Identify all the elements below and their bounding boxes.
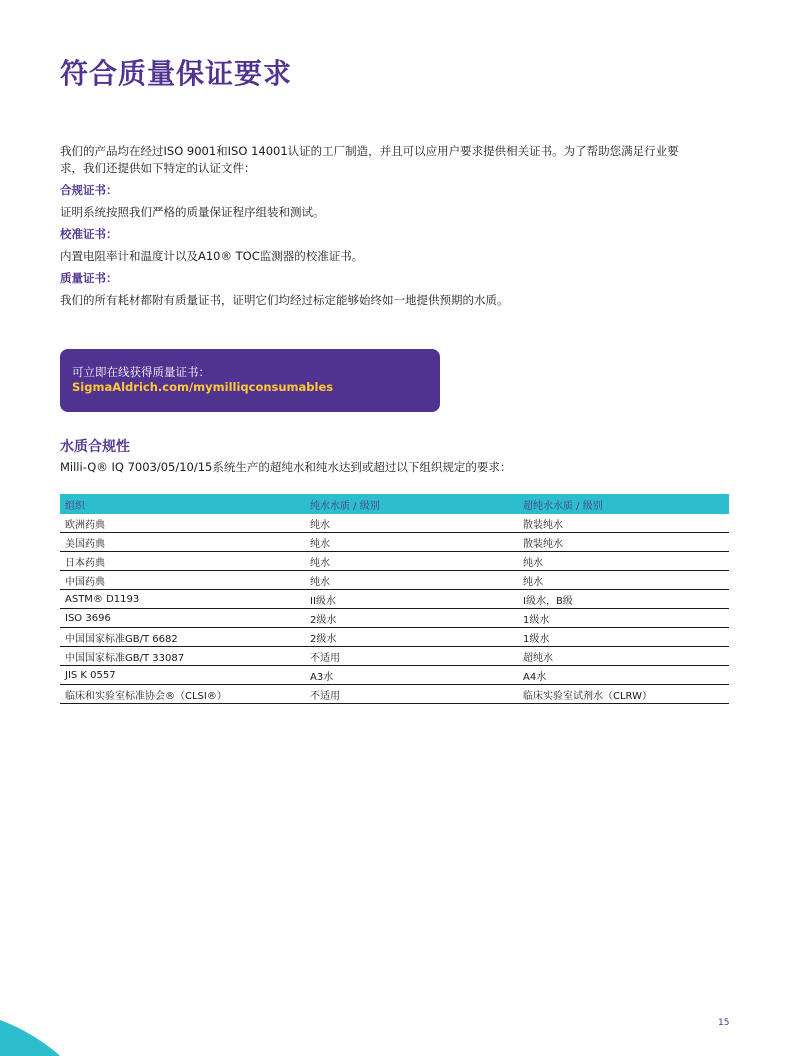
table-cell: 欧洲药典 — [60, 514, 305, 533]
table-cell: 临床和实验室标准协会®（CLSI®） — [60, 685, 305, 704]
column-header-organization: 组织 — [60, 494, 305, 514]
page-title: 符合质量保证要求 — [60, 57, 293, 90]
table-cell: ISO 3696 — [60, 609, 305, 628]
table-row — [60, 590, 729, 609]
table-row — [60, 647, 729, 666]
section-description: Milli-Q® IQ 7003/05/10/15系统生产的超纯水和纯水达到或超过以下组织规定的要求： — [60, 460, 512, 474]
table-row — [60, 571, 729, 590]
table-row — [60, 533, 729, 552]
table-cell: 1级水 — [518, 628, 729, 647]
table-cell: 纯水 — [305, 571, 518, 590]
intro-section — [60, 143, 680, 309]
table-cell: 纯水 — [305, 533, 518, 552]
table-cell: 纯水 — [518, 552, 729, 571]
table-cell: A3水 — [305, 666, 518, 685]
compliance-cert-heading: 合规证书： — [60, 183, 118, 197]
calibration-cert-text: 内置电阻率计和温度计以及A10® TOC监测器的校准证书。 — [60, 249, 364, 263]
table-cell: 中国药典 — [60, 571, 305, 590]
compliance-table — [60, 494, 729, 704]
table-header-row — [60, 494, 729, 514]
table-cell: 日本药典 — [60, 552, 305, 571]
table-cell: 纯水 — [305, 552, 518, 571]
table-cell: 2级水 — [305, 628, 518, 647]
table-row — [60, 514, 729, 533]
table-cell: 散装纯水 — [518, 533, 729, 552]
callout-text: 可立即在线获得质量证书： — [72, 365, 210, 379]
table-cell: 纯水 — [305, 514, 518, 533]
page-number: 15 — [718, 1018, 730, 1028]
table-row — [60, 666, 729, 685]
table-cell: 不适用 — [305, 647, 518, 666]
column-header-ultrapure-water: 超纯水水质 / 级别 — [518, 494, 729, 514]
table-cell: JIS K 0557 — [60, 666, 305, 685]
intro-paragraph: 我们的产品均在经过ISO 9001和ISO 14001认证的工厂制造，并且可以应用户要求提供相关证书。为了帮助您满足行业要求，我们还提供如下特定的认证文件： — [60, 144, 679, 175]
corner-decoration — [0, 1016, 70, 1056]
table-cell: 不适用 — [305, 685, 518, 704]
quality-cert-text: 我们的所有耗材都附有质量证书，证明它们均经过标定能够始终如一地提供预期的水质。 — [60, 293, 509, 307]
table-cell: 2级水 — [305, 609, 518, 628]
table-row — [60, 628, 729, 647]
table-row — [60, 609, 729, 628]
table-cell: 中国国家标准GB/T 33087 — [60, 647, 305, 666]
table-cell: 纯水 — [518, 571, 729, 590]
table-cell: ASTM® D1193 — [60, 590, 305, 609]
quality-cert-heading: 质量证书： — [60, 271, 118, 285]
table-cell: II级水 — [305, 590, 518, 609]
table-cell: 超纯水 — [518, 647, 729, 666]
calibration-cert-heading: 校准证书： — [60, 227, 118, 241]
table-cell: 散装纯水 — [518, 514, 729, 533]
table-cell: 中国国家标准GB/T 6682 — [60, 628, 305, 647]
table-cell: 美国药典 — [60, 533, 305, 552]
column-header-pure-water: 纯水水质 / 级别 — [305, 494, 518, 514]
consumables-link[interactable]: SigmaAldrich.com/mymilliqconsumables — [72, 380, 334, 394]
certificate-callout-box — [60, 349, 440, 412]
table-cell: A4水 — [518, 666, 729, 685]
section-title: 水质合规性 — [60, 439, 130, 455]
table-row — [60, 552, 729, 571]
table-cell: 1级水 — [518, 609, 729, 628]
compliance-cert-text: 证明系统按照我们严格的质量保证程序组装和测试。 — [60, 205, 325, 219]
table-cell: I级水，B级 — [518, 590, 729, 609]
table-cell: 临床实验室试剂水（CLRW） — [518, 685, 729, 704]
table-row — [60, 685, 729, 704]
